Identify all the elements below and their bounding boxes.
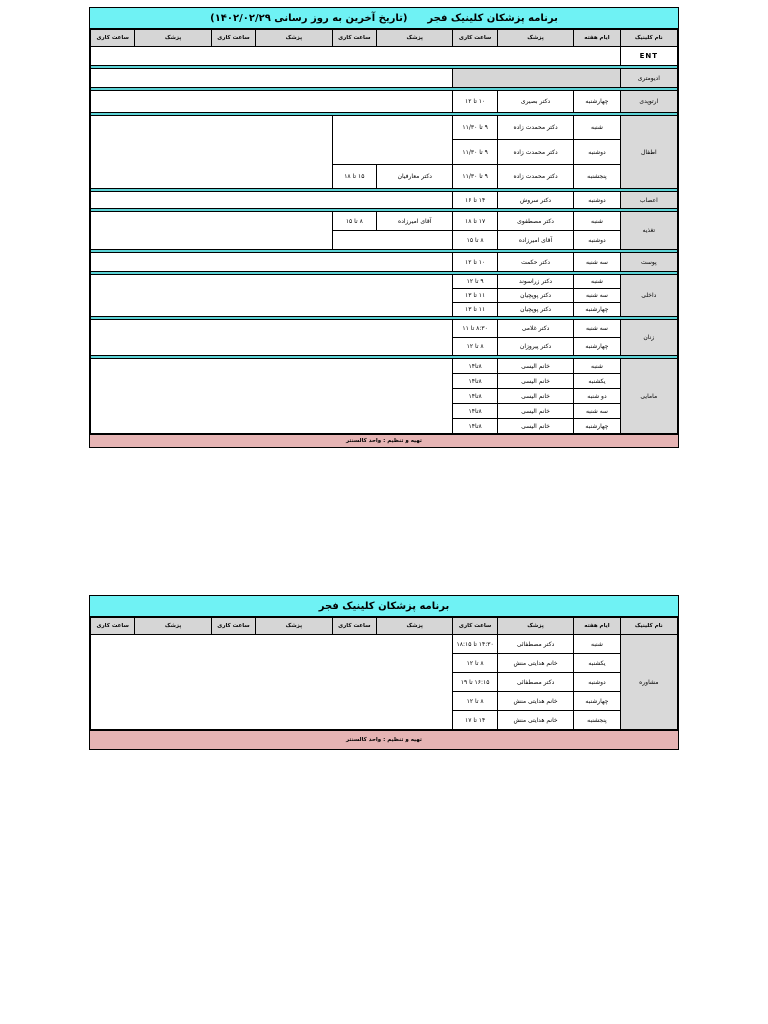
day-cell: شنبه (574, 212, 620, 231)
hours-cell: ۸تا۱۴ (453, 404, 497, 419)
table-row (91, 320, 678, 338)
col-header: ساعت کاری (453, 618, 497, 635)
clinic-ortho: ارتوپدی (620, 91, 677, 113)
hours-cell: ۸:۳۰ تا ۱۱ (453, 320, 497, 338)
day-cell: شنبه (574, 275, 620, 289)
day-cell: دوشنبه (574, 673, 620, 692)
doctor-cell: خانم الیسی (497, 359, 574, 374)
hours-cell: ۱۱ تا ۱۳ (453, 303, 497, 317)
hours-cell: ۱۰ تا ۱۲ (453, 253, 497, 272)
col-header: پزشک (256, 618, 333, 635)
hours-cell: ۱۴ تا ۱۶ (453, 192, 497, 209)
doctor-cell: دکتر محمدت زاده (497, 165, 574, 189)
hours-cell: ۱۰ تا ۱۲ (453, 91, 497, 113)
col-header: پزشک (135, 30, 212, 47)
table-row (91, 192, 678, 209)
sheet-title-bar (90, 8, 678, 29)
schedule-table (90, 617, 678, 730)
hours-cell: ۱۴ تا ۱۷ (453, 711, 497, 730)
hours-cell: ۱۶:۱۵ تا ۱۹ (453, 673, 497, 692)
col-header: ساعت کاری (91, 30, 135, 47)
clinic-skin: پوست (620, 253, 677, 272)
clinic-ent: ENT (620, 47, 677, 66)
col-header: پزشک (135, 618, 212, 635)
hours-cell: ۸تا۱۴ (453, 419, 497, 434)
doctor-cell: خانم الیسی (497, 419, 574, 434)
clinic-neuro: اعصاب (620, 192, 677, 209)
table-row (91, 359, 678, 374)
col-header: ایام هفته (574, 30, 620, 47)
hours-cell: ۸ تا ۱۲ (453, 654, 497, 673)
hours-cell: ۸تا۱۴ (453, 359, 497, 374)
doctor-cell: خانم هدایتی منش (497, 711, 574, 730)
col-header: ایام هفته (574, 618, 620, 635)
doctor-cell: خانم الیسی (497, 374, 574, 389)
doctor-cell: دکتر محمدت زاده (497, 116, 574, 140)
col-header: پزشک (376, 30, 453, 47)
day-cell: دو شنبه (574, 389, 620, 404)
day-cell: پنجشنبه (574, 711, 620, 730)
col-header: نام کلینیک (620, 30, 677, 47)
table-row (91, 91, 678, 113)
clinic-pediatrics: اطفال (620, 116, 677, 189)
col-header: پزشک (497, 618, 574, 635)
day-cell: چهارشنبه (574, 338, 620, 356)
hours-cell: ۸ تا ۱۲ (453, 338, 497, 356)
hours-cell: ۹ تا ۱۱/۳۰ (453, 116, 497, 140)
col-header: ساعت کاری (91, 618, 135, 635)
schedule-sheet-2 (89, 595, 679, 750)
day-cell: سه شنبه (574, 320, 620, 338)
day-cell: شنبه (574, 359, 620, 374)
col-header: نام کلینیک (620, 618, 677, 635)
doctor-cell: دکتر حکمت (497, 253, 574, 272)
clinic-nutrition: تغذیه (620, 212, 677, 250)
hours-cell: ۸ تا ۱۵ (332, 212, 376, 231)
day-cell: سه شنبه (574, 253, 620, 272)
col-header: ساعت کاری (332, 30, 376, 47)
day-cell: شنبه (574, 116, 620, 140)
day-cell: سه شنبه (574, 404, 620, 419)
day-cell: چهارشنبه (574, 91, 620, 113)
hours-cell: ۸تا۱۴ (453, 389, 497, 404)
day-cell: چهارشنبه (574, 303, 620, 317)
doctor-cell: دکتر معارفیان (376, 165, 453, 189)
col-header: پزشک (256, 30, 333, 47)
day-cell: دوشنبه (574, 140, 620, 165)
clinic-women: زنان (620, 320, 677, 356)
col-header: ساعت کاری (211, 618, 255, 635)
day-cell: دوشنبه (574, 192, 620, 209)
doctor-cell: دکتر غلامی (497, 320, 574, 338)
doctor-cell: دکتر بصیری (497, 91, 574, 113)
table-row (91, 69, 678, 88)
day-cell: پنجشنبه (574, 165, 620, 189)
doctor-cell: دکتر سروش (497, 192, 574, 209)
table-row (91, 212, 678, 231)
sheet-footer: تهیه و تنظیم : واحد کالسنتر (90, 434, 678, 447)
doctor-cell: دکتر مصطفائی (497, 673, 574, 692)
doctor-cell: خانم الیسی (497, 389, 574, 404)
day-cell: یکشنبه (574, 374, 620, 389)
clinic-midwifery: مامایی (620, 359, 677, 434)
doctor-cell: خانم هدایتی منش (497, 692, 574, 711)
schedule-table (90, 29, 678, 434)
sheet-title-bar (90, 596, 678, 617)
col-header: ساعت کاری (211, 30, 255, 47)
col-header: پزشک (497, 30, 574, 47)
hours-cell: ۱۴:۳۰ تا ۱۸:۱۵ (453, 635, 497, 654)
sheet-title: برنامه پزشکان کلینیک فجر (427, 12, 558, 24)
hours-cell: ۹ تا ۱۲ (453, 275, 497, 289)
schedule-sheet-1 (89, 7, 679, 448)
hours-cell: ۹ تا ۱۱/۳۰ (453, 140, 497, 165)
doctor-cell: دکتر مصطفائی (497, 635, 574, 654)
hours-cell: ۱۵ تا ۱۸ (332, 165, 376, 189)
doctor-cell: آقای امیرزاده (497, 231, 574, 250)
col-header: ساعت کاری (332, 618, 376, 635)
doctor-cell: دکتر محمدت زاده (497, 140, 574, 165)
doctor-cell: دکتر پیروزان (497, 338, 574, 356)
table-row (91, 275, 678, 289)
clinic-internal: داخلی (620, 275, 677, 317)
col-header: پزشک (376, 618, 453, 635)
day-cell: چهارشنبه (574, 419, 620, 434)
header-row (91, 618, 678, 635)
day-cell: سه شنبه (574, 289, 620, 303)
doctor-cell: آقای امیرزاده (376, 212, 453, 231)
sheet-title: برنامه پزشکان کلینیک فجر (318, 600, 450, 612)
table-row (91, 116, 678, 140)
hours-cell: ۱۷ تا ۱۸ (453, 212, 497, 231)
table-row (91, 47, 678, 66)
hours-cell: ۱۱ تا ۱۳ (453, 289, 497, 303)
table-row (91, 635, 678, 654)
header-row (91, 30, 678, 47)
day-cell: چهارشنبه (574, 692, 620, 711)
update-note: (تاریخ آخرین به روز رسانی ۱۴۰۲/۰۲/۲۹) (210, 12, 408, 24)
day-cell: شنبه (574, 635, 620, 654)
hours-cell: ۸ تا ۱۵ (453, 231, 497, 250)
table-row (91, 253, 678, 272)
hours-cell: ۸تا۱۴ (453, 374, 497, 389)
doctor-cell: خانم هدایتی منش (497, 654, 574, 673)
doctor-cell: دکتر زراسوند (497, 275, 574, 289)
sheet-footer: تهیه و تنظیم : واحد کالسنتر (90, 730, 678, 749)
doctor-cell: خانم الیسی (497, 404, 574, 419)
day-cell: دوشنبه (574, 231, 620, 250)
clinic-audiometry: ادیومتری (620, 69, 677, 88)
doctor-cell: دکتر پوپچیان (497, 289, 574, 303)
doctor-cell: دکتر پوپچیان (497, 303, 574, 317)
col-header: ساعت کاری (453, 30, 497, 47)
day-cell: یکشنبه (574, 654, 620, 673)
clinic-counseling: مشاوره (620, 635, 677, 730)
hours-cell: ۹ تا ۱۱/۳۰ (453, 165, 497, 189)
doctor-cell: دکتر مصطفوی (497, 212, 574, 231)
hours-cell: ۸ تا ۱۲ (453, 692, 497, 711)
